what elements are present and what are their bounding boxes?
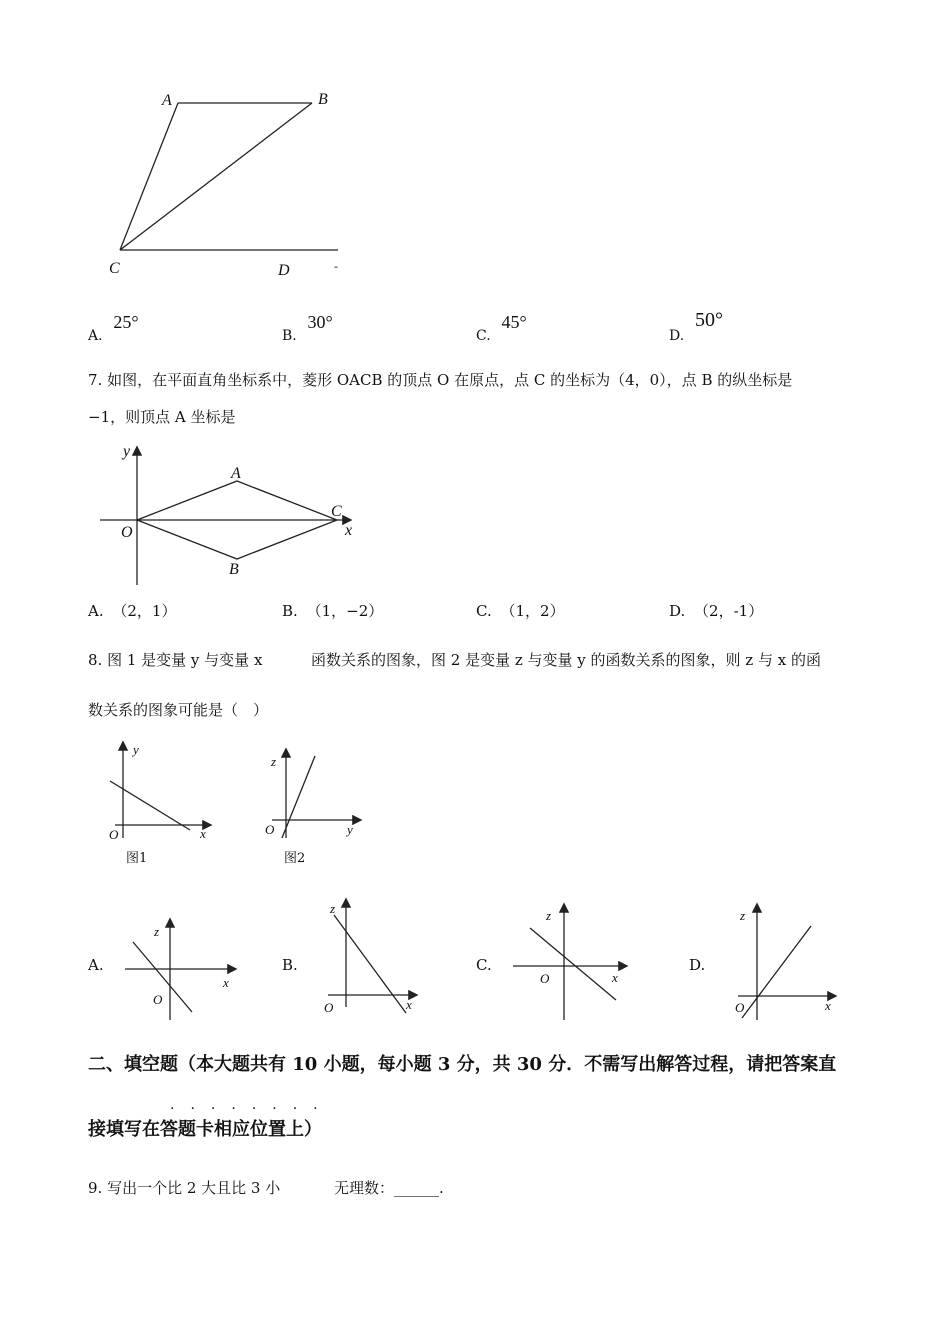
option-value: 30° [307,312,333,332]
label-z: z [330,901,336,916]
graph-line [133,942,192,1012]
q6-option-b[interactable] [282,312,333,344]
q8-option-c-letter[interactable]: C. [476,956,492,974]
q8-option-b-letter[interactable]: B. [282,956,298,974]
q8-text-line2: 数关系的图象可能是（ ） [88,701,269,719]
label-b: B [229,561,239,578]
q6-option-c[interactable] [476,312,527,344]
q8-figure-2 [262,738,372,868]
q7-figure [95,440,370,590]
q8-text-line1a: 8. 图 1 是变量 y 与变量 x [88,651,263,669]
q8-option-c-graph[interactable] [508,900,633,1025]
label-a: A [162,92,172,109]
q9-text-part1: 9. 写出一个比 2 大且比 3 小 [88,1179,281,1197]
label-y: y [123,443,131,460]
option-value: 45° [501,312,527,332]
graph-line [334,915,406,1013]
option-value: （1，2） [500,602,565,620]
label-z: z [740,908,746,923]
label-d: D [278,262,290,279]
caption-fig2: 图2 [284,851,306,866]
q8-option-b-graph[interactable] [318,895,423,1020]
label-o: O [540,971,550,986]
label-o: O [324,1000,334,1015]
graph-line [282,756,315,838]
label-o: O [265,822,275,837]
option-letter: B. [282,602,298,620]
label-z: z [271,754,277,769]
label-x: x [406,997,412,1012]
graph-line [530,928,616,1000]
option-value: 50° [694,309,723,331]
option-letter: D. [669,328,685,344]
label-y: y [133,742,139,757]
option-letter: A. [88,328,103,344]
option-letter: B. [282,328,297,344]
q8-option-d-letter[interactable]: D. [689,956,706,974]
label-o: O [735,1000,745,1015]
option-letter: C. [476,328,491,344]
label-x: x [825,998,831,1013]
q7-text-line2: −1，则顶点 A 坐标是 [88,408,236,426]
option-value: 25° [113,312,139,332]
q9-text-part2: 无理数：______. [334,1179,444,1197]
option-value: （1，−2） [306,602,384,620]
label-o: O [153,992,163,1007]
label-x: x [345,522,353,539]
label-x: x [612,970,618,985]
option-letter: D. [669,602,686,620]
q6-option-a[interactable] [88,312,139,344]
q8-option-a-graph[interactable] [120,912,245,1027]
label-x: x [200,826,206,841]
label-z: z [154,924,160,939]
label-o: O [121,524,133,541]
label-x: x [223,975,229,990]
q8-option-d-graph[interactable] [730,900,845,1025]
label-c: C [331,503,342,520]
label-z: z [546,908,552,923]
caption-fig1: 图1 [126,851,148,866]
q6-figure [100,85,350,280]
q7-text-line1: 7. 如图，在平面直角坐标系中，菱形 OACB 的顶点 O 在原点，点 C 的坐标为（4，0），点 B 的纵坐标是 [88,371,793,389]
label-c: C [109,260,120,277]
option-value: （2，-1） [694,602,764,620]
q7-option-c[interactable] [476,601,565,621]
q8-option-a-letter[interactable]: A. [88,956,104,974]
q7-option-a[interactable] [88,601,176,621]
section-2-heading-line1: 二、填空题（本大题共有 10 小题，每小题 3 分，共 30 分．不需写出解答过程，请把答案直 [88,1054,837,1075]
emphasis-dots: ........ [170,1097,334,1113]
label-o: O [109,827,119,842]
label-a: A [231,465,241,482]
q8-figure-1 [100,738,225,868]
graph-line [110,781,190,830]
option-value: （2，1） [112,602,177,620]
section-2-heading-line2: 接填写在答题卡相应位置上） [88,1119,322,1140]
label-y: y [347,822,353,837]
option-letter: C. [476,602,492,620]
q6-option-d[interactable] [669,309,723,344]
q8-text-line1b: 函数关系的图象，图 2 是变量 z 与变量 y 的函数关系的图象，则 z 与 x 的函 [311,651,821,669]
label-b: B [318,91,328,108]
option-letter: A. [88,602,104,620]
graph-line [742,926,811,1018]
edge-mark: - [334,259,338,273]
q7-option-d[interactable] [669,601,763,621]
q7-option-b[interactable] [282,601,383,621]
